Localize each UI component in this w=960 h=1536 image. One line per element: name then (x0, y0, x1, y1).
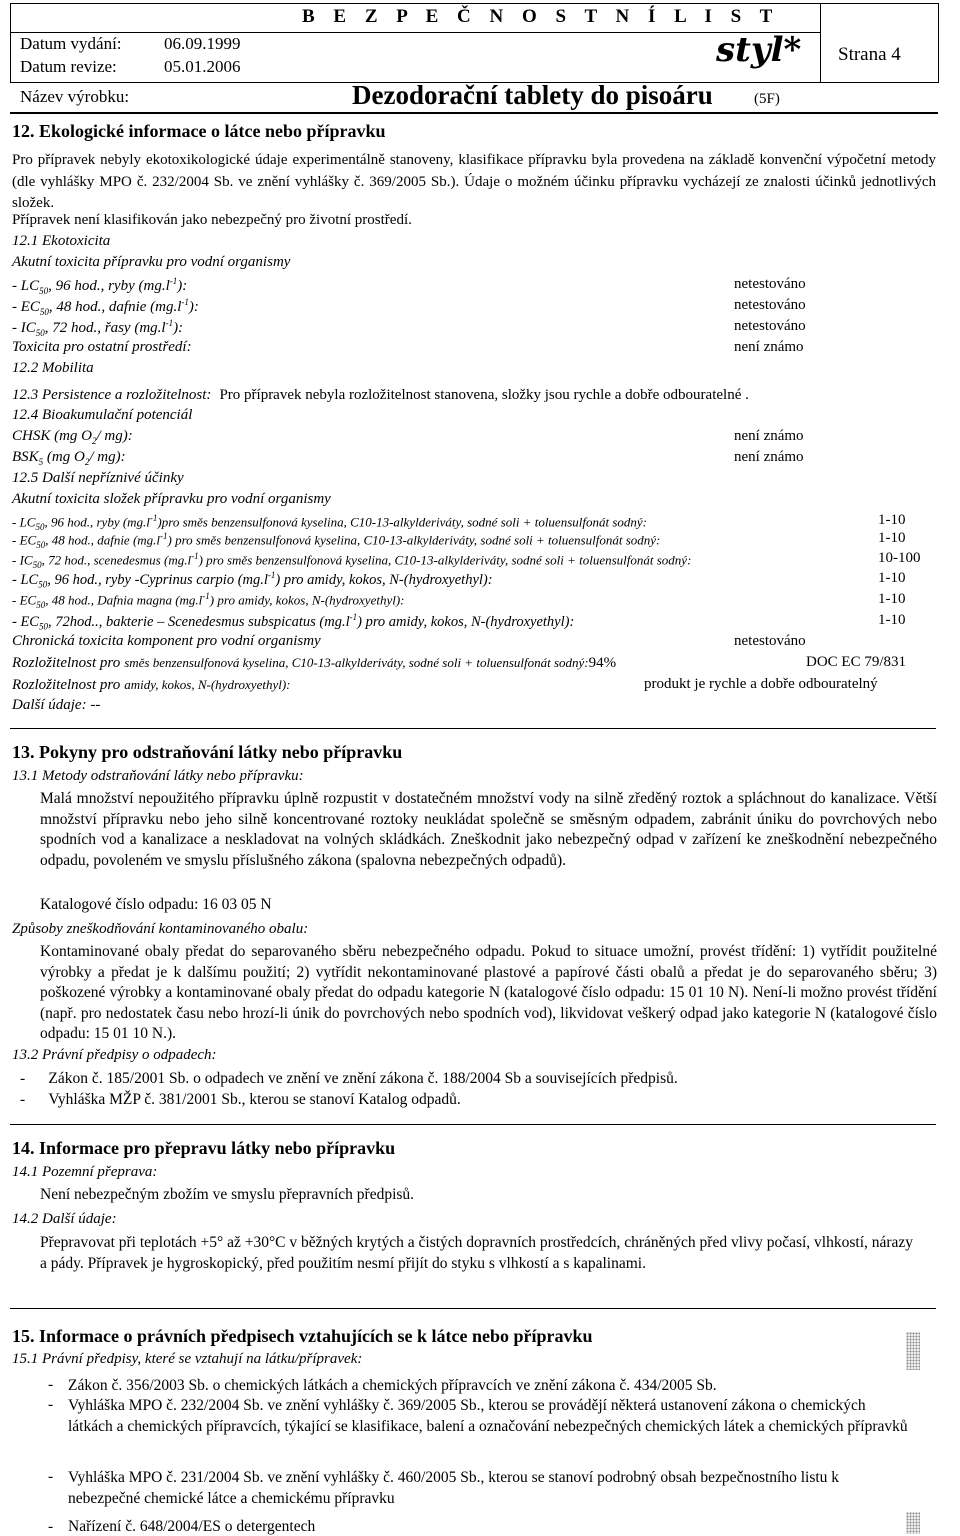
page-number: Strana 4 (838, 44, 901, 65)
component-row: - $EC_{50}$, 48 hod., Dafnia magna $(mg.l^{-1})$ pro amidy, kokos, N-(hydroxyethyl): (12, 591, 405, 610)
bsk-label: $BSK_5$ (mg $O_2/$ mg): (12, 449, 126, 467)
land-transport-heading: 14.1 Pozemní přeprava: (12, 1164, 158, 1180)
regulation-item: Zákon č. 356/2003 Sb. o chemických látkách a chemických přípravcích ve znění zákona č. 434/2005 Sb. (68, 1377, 717, 1394)
other-effects-heading: 12.5 Další nepříznivé účinky (12, 470, 184, 486)
transport-other-text: Přepravovat při teplotách +5° až +30°C v běžných krytých a čistých dopravních prostředcích, chráněných před vlivy počasí, vlhkostí, nárazy a pády. Přípravek je hygroskopický, před použitím nesmí přijít do styku s vlhkostí a s kapalinami. (40, 1234, 914, 1272)
component-row-value: 1-10 (878, 612, 906, 628)
revision-date-label: Datum revize: (20, 57, 117, 76)
component-row: - $LC_{50}$, 96 hod., ryby -Cyprinus carpio $(mg.l^{-1})$ pro amidy, kokos, N-(hydroxyethyl): (12, 570, 493, 590)
components-toxicity-heading: Akutní toxicita složek přípravku pro vodní organismy (12, 491, 331, 507)
section-12-intro: Pro přípravek nebyly ekotoxikologické údaje experimentálně stanoveny, klasifikace přípravku byla provedena na základě konvenční výpočetní metody (dle vyhlášky MPO č. 232/2004 Sb. ve znění vyhlášky č. 369/2005 Sb.). Údaje o možném účinku přípravku vycházejí ze znalosti účinků jednotlivých složek. (12, 152, 936, 211)
regulation-bullet: - (48, 1396, 54, 1413)
further-data: Další údaje: -- (12, 697, 101, 713)
acute-toxicity-heading: Akutní toxicita přípravku pro vodní organismy (12, 254, 291, 270)
acute-row-ic50: - $IC_{50}$, 72 hod., řasy $(mg.l^{-1})$: (12, 318, 184, 338)
bioaccumulation-heading: 12.4 Bioakumulační potenciál (12, 407, 193, 423)
other-environment-value: není známo (734, 339, 804, 355)
chronic-toxicity-label: Chronická toxicita komponent pro vodní organismy (12, 633, 321, 649)
company-logo: styl* (716, 30, 802, 70)
section-divider (10, 728, 936, 729)
degradability-row-1: Rozložitelnost pro směs benzensulfonová kyselina, C10-13-alkylderiváty, sodné soli + toluensulfonát sodný:94% (12, 655, 617, 671)
disposal-methods-heading: 13.1 Metody odstraňování látky nebo přípravku: (12, 768, 304, 784)
disposal-methods-text: Malá množství nepoužitého přípravku úplně rozpustit v dostatečném množství vody na silně zředěný roztok a spláchnout do kanalizace. Větší množství přípravku nebo jeho silně koncentrované roztoky neukládat společně se směsným odpadem, zabránit úniku do povrchových nebo spodních vod a kanalizace a neskladovat na volných skládkách. Zneškodnit jako nebezpečný odpad v zařízení ke zneškodnění nebezpečného odpadu, povoleném ve smyslu příslušného zákona (spalovna nebezpečných odpadů). (40, 790, 937, 869)
component-row: - $LC_{50}$, 96 hod., ryby $(mg.l^{-1})pro$ směs benzensulfonová kyselina, C10-13-alkylderiváty, sodné soli + toluensulfonát sodný: (12, 513, 647, 532)
header-title-underline (10, 32, 820, 33)
revision-date: 05.01.2006 (164, 57, 241, 76)
degradability-reference: DOC EC 79/831 (806, 654, 907, 670)
component-row-value: 1-10 (878, 591, 906, 607)
mobility-heading: 12.2 Mobilita (12, 360, 94, 376)
header-top-line (10, 3, 938, 4)
margin-revision-marker (906, 1332, 920, 1370)
other-environment-label: Toxicita pro ostatní prostředí: (12, 339, 192, 355)
acute-row-ec50-value: netestováno (734, 297, 806, 313)
component-row-value: 10-100 (878, 550, 921, 566)
header-bottom-line (10, 112, 938, 114)
section-15-heading: 15. Informace o právních předpisech vztahujících se k látce nebo přípravku (12, 1326, 593, 1346)
component-row: - $IC_{50}$, 72 hod., scenedesmus $(mg.l^{-1})$ pro směs benzensulfonová kyselina, C10-13-alkylderiváty, sodné soli + toluensulfonát sodný: (12, 551, 692, 570)
component-row-value: 1-10 (878, 570, 906, 586)
packaging-disposal-text: Kontaminované obaly předat do separovaného sběru nebezpečného odpadu. Pokud to situace umožní, provést třídění: 1) vytřídit použitelné výrobky a předat je k dalšímu použití; 2) vytřídit nekontaminované plastové a papírové části obalů a předat je do separovaného sběru; 3) poškozené výrobky a kontaminované obaly předat do odpadu kategorie N (katalogové číslo odpadu: 15 01 10 N). Není-li možno provést třídění (např. pro nedostatek času nebo hrozí-li únik do povrchových nebo spodních vod), likvidovat veškerý odpad jako kategorie N (katalogové číslo odpadu: 15 01 10 N.). (40, 943, 937, 1042)
component-row: - $EC_{50}$, 48 hod., dafnie $(mg.l^{-1})$ pro směs benzensulfonová kyselina, C10-13-alkylderiváty, sodné soli + toluensulfonát sodný: (12, 531, 661, 550)
regulation-item: Vyhláška MPO č. 232/2004 Sb. ve znění vyhlášky č. 369/2005 Sb., kterou se provádějí některá ustanovení zákona o chemických látkách a chemických přípravcích, týkající se klasifikace, balení a označování nebezpečných chemických látek a chemických přípravků (68, 1397, 908, 1435)
regulation-bullet: - (48, 1468, 54, 1485)
header-right-border (938, 3, 939, 83)
section-13-heading: 13. Pokyny pro odstraňování látky nebo přípravku (12, 742, 403, 762)
waste-legislation-item: - Vyhláška MŽP č. 381/2001 Sb., kterou se stanoví Katalog odpadů. (20, 1091, 461, 1108)
bsk-value: není známo (734, 449, 804, 465)
section-12-heading: 12. Ekologické informace o látce nebo přípravku (12, 121, 386, 141)
chronic-toxicity-value: netestováno (734, 633, 806, 649)
ecotoxicity-heading: 12.1 Ekotoxicita (12, 233, 111, 249)
product-name-label: Název výrobku: (20, 87, 130, 106)
component-row-value: 1-10 (878, 530, 906, 546)
product-code: (5F) (754, 91, 780, 107)
regulation-item: Nařízení č. 648/2004/ES o detergentech (68, 1518, 316, 1535)
regulation-bullet: - (48, 1518, 54, 1535)
section-14-heading: 14. Informace pro přepravu látky nebo přípravku (12, 1138, 396, 1158)
packaging-disposal-heading: Způsoby zneškodňování kontaminovaného obalu: (12, 921, 309, 937)
persistence-row: 12.3 Persistence a rozložitelnost: Pro přípravek nebyla rozložitelnost stanovena, složky jsou rychle a dobře odbouratelné . (12, 387, 749, 403)
waste-legislation-heading: 13.2 Právní předpisy o odpadech: (12, 1047, 217, 1063)
regulation-item: Vyhláška MPO č. 231/2004 Sb. ve znění vyhlášky č. 460/2005 Sb., kterou se stanoví podrobný obsah bezpečnostního listu k nebezpečné chemické látce a chemickému přípravku (68, 1469, 840, 1507)
land-transport-text: Není nebezpečným zbožím ve smyslu přepravních předpisů. (40, 1186, 415, 1203)
component-row: - $EC_{50}$, 72hod.., bakterie – Scenedesmus subspicatus $(mg.l^{-1})$ pro amidy, kokos, N-(hydroxyethyl): (12, 612, 575, 632)
waste-legislation-item: - Zákon č. 185/2001 Sb. o odpadech ve znění ve znění zákona č. 188/2004 Sb a souvisejících předpisů. (20, 1070, 678, 1087)
chsk-label: CHSK (mg $O_2/$ mg): (12, 428, 133, 446)
acute-row-lc50-value: netestováno (734, 276, 806, 292)
waste-catalogue-code: Katalogové číslo odpadu: 16 03 05 N (40, 896, 272, 913)
issue-date: 06.09.1999 (164, 34, 241, 53)
acute-row-ic50-value: netestováno (734, 318, 806, 334)
chsk-value: není známo (734, 428, 804, 444)
header-page-divider (820, 3, 821, 83)
degradability-row-2: Rozložitelnost pro amidy, kokos, N-(hydroxyethyl): (12, 677, 291, 693)
component-row-value: 1-10 (878, 512, 906, 528)
acute-row-ec50: - $EC_{50}$, 48 hod., dafnie $(mg.l^{-1})$: (12, 297, 199, 317)
product-name: Dezodorační tablety do pisoáru (352, 80, 713, 110)
acute-row-lc50: - $LC_{50}$, 96 hod., ryby $(mg.l^{-1})$: (12, 276, 188, 296)
section-divider (10, 1308, 936, 1309)
regulations-heading: 15.1 Právní předpisy, které se vztahují na látku/přípravek: (12, 1351, 363, 1367)
section-divider (10, 1124, 936, 1125)
document-title: B E Z P E Č N O S T N Í L I S T (302, 6, 780, 27)
header-left-border (10, 3, 11, 83)
issue-date-label: Datum vydání: (20, 34, 122, 53)
regulation-bullet: - (48, 1376, 54, 1393)
transport-other-heading: 14.2 Další údaje: (12, 1211, 117, 1227)
degradability-row-2-value: produkt je rychle a dobře odbouratelný (644, 676, 878, 692)
not-classified-statement: Přípravek není klasifikován jako nebezpečný pro životní prostředí. (12, 212, 412, 228)
margin-revision-marker (906, 1512, 920, 1534)
